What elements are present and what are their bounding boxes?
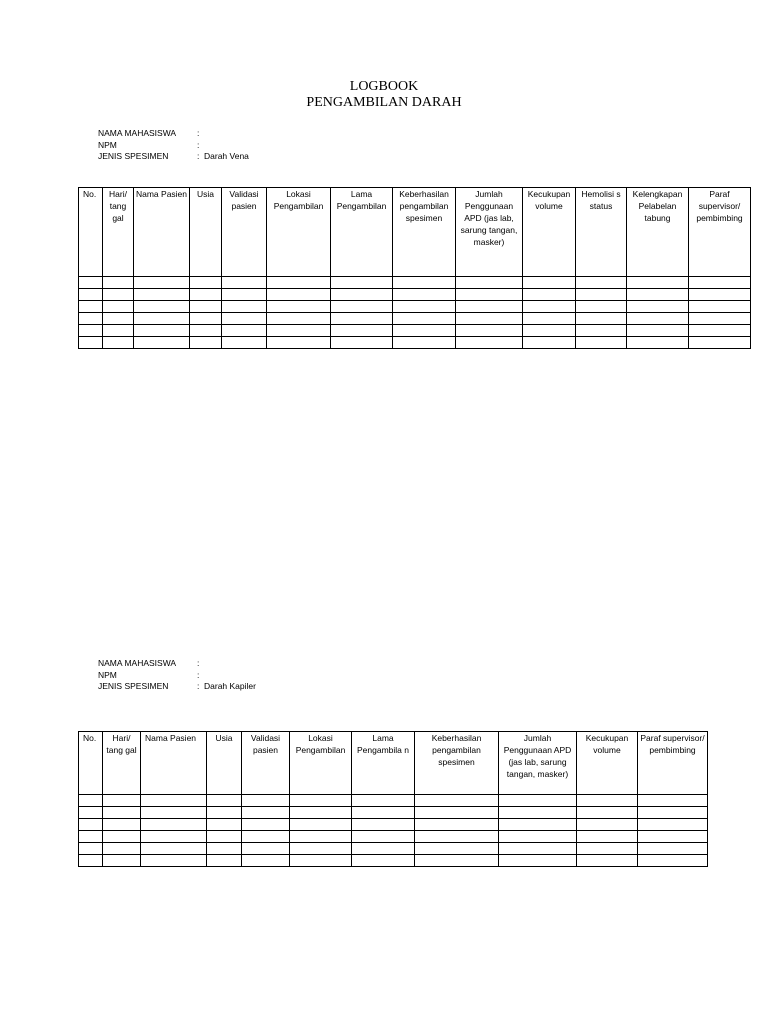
table-cell[interactable] [627,313,689,325]
header-paraf: Paraf supervisor/ pembimbing [689,188,751,277]
table-cell[interactable] [499,855,577,867]
table-cell[interactable] [523,313,576,325]
table-cell[interactable] [576,301,627,313]
table-cell[interactable] [331,289,393,301]
table-row [79,277,751,289]
table-row [79,831,708,843]
table-cell[interactable] [627,277,689,289]
table-cell[interactable] [576,277,627,289]
header-validasi-pasien: Validasi pasien [222,188,267,277]
table-cell[interactable] [415,819,499,831]
table-cell[interactable] [499,819,577,831]
table-body-vena [79,277,751,349]
table-cell[interactable] [290,807,352,819]
table-cell[interactable] [415,807,499,819]
table-cell[interactable] [689,337,751,349]
table-cell[interactable] [638,819,708,831]
table-cell[interactable] [79,855,103,867]
header-keberhasilan: Keberhasilan pengambilan spesimen [393,188,456,277]
table-cell[interactable] [190,325,222,337]
table-cell[interactable] [689,289,751,301]
table-cell[interactable] [415,795,499,807]
table-cell[interactable] [103,277,134,289]
table-cell[interactable] [393,313,456,325]
table-cell[interactable] [523,289,576,301]
table-cell[interactable] [689,325,751,337]
document-title [0,79,768,111]
table-cell[interactable] [352,807,415,819]
table-cell[interactable] [79,831,103,843]
header-lokasi-pengambilan: Lokasi Pengambilan [290,732,352,795]
table-cell[interactable] [331,301,393,313]
table-cell[interactable] [456,277,523,289]
table-cell[interactable] [222,337,267,349]
logbook-table-kapiler [78,731,708,867]
header-lama-pengambilan: Lama Pengambila n [352,732,415,795]
table-cell[interactable] [523,337,576,349]
table-cell[interactable] [638,807,708,819]
table-cell[interactable] [79,795,103,807]
table-cell[interactable] [242,831,290,843]
table-row [79,289,751,301]
table-cell[interactable] [103,289,134,301]
header-kelengkapan-pelabelan: Kelengkapan Pelabelan tabung [627,188,689,277]
table-cell[interactable] [393,277,456,289]
table-cell[interactable] [456,337,523,349]
table-cell[interactable] [415,855,499,867]
header-jumlah-apd: Jumlah Penggunaan APD (jas lab, sarung tangan, masker) [499,732,577,795]
table-row [79,795,708,807]
info-row-npm: NPM : [98,139,200,150]
table-cell[interactable] [134,301,190,313]
header-nama-pasien: Nama Pasien [141,732,207,795]
table-cell[interactable] [393,325,456,337]
table-cell[interactable] [523,277,576,289]
header-lama-pengambilan: Lama Pengambilan [331,188,393,277]
table-cell[interactable] [267,277,331,289]
label-jenis-spesimen: JENIS SPESIMEN [98,151,169,161]
table-cell[interactable] [267,337,331,349]
header-hari-tanggal: Hari/ tang gal [103,732,141,795]
table-cell[interactable] [523,325,576,337]
table-cell[interactable] [207,831,242,843]
table-cell[interactable] [577,807,638,819]
table-cell[interactable] [627,337,689,349]
header-usia: Usia [207,732,242,795]
table-cell[interactable] [689,277,751,289]
table-cell[interactable] [242,795,290,807]
table-cell[interactable] [523,301,576,313]
table-cell[interactable] [103,795,141,807]
table-cell[interactable] [267,301,331,313]
label-nama-mahasiswa: NAMA MAHASISWA [98,658,177,668]
header-kecukupan-volume: Kecukupan volume [577,732,638,795]
table-cell[interactable] [134,337,190,349]
title-line-2: PENGAMBILAN DARAH [306,95,462,110]
table-cell[interactable] [222,277,267,289]
table-cell[interactable] [79,337,103,349]
table-cell[interactable] [393,337,456,349]
header-hari-tanggal: Hari/ tang gal [103,188,134,277]
table-cell[interactable] [393,301,456,313]
table-cell[interactable] [103,831,141,843]
header-no: No. [79,732,103,795]
label-npm: NPM [98,139,117,150]
header-paraf: Paraf supervisor/ pembimbing [638,732,708,795]
info-row-npm: NPM : [98,669,200,680]
table-row [79,819,708,831]
value-jenis-spesimen: Darah Kapiler [204,681,256,691]
table-cell[interactable] [352,855,415,867]
table-cell[interactable] [134,289,190,301]
table-row [79,843,708,855]
table-cell[interactable] [103,855,141,867]
table-cell[interactable] [103,819,141,831]
table-cell[interactable] [576,313,627,325]
logbook-table-vena [78,187,751,349]
table-cell[interactable] [79,807,103,819]
table-cell[interactable] [207,819,242,831]
table-cell[interactable] [190,313,222,325]
header-no: No. [79,188,103,277]
table-cell[interactable] [393,289,456,301]
table-cell[interactable] [134,325,190,337]
student-info-kapiler [98,658,256,693]
table-cell[interactable] [415,843,499,855]
table-cell[interactable] [290,855,352,867]
table-cell[interactable] [499,843,577,855]
info-row-name: NAMA MAHASISWA : [98,658,200,668]
table-cell[interactable] [456,325,523,337]
table-cell[interactable] [577,795,638,807]
table-cell[interactable] [207,807,242,819]
table-cell[interactable] [576,325,627,337]
label-jenis-spesimen: JENIS SPESIMEN [98,681,169,691]
header-jumlah-apd: Jumlah Penggunaan APD (jas lab, sarung tangan, masker) [456,188,523,277]
title-line-1: LOGBOOK [349,79,419,94]
table-header-row [79,188,751,277]
table-cell[interactable] [207,843,242,855]
table-cell[interactable] [103,325,134,337]
table-cell[interactable] [627,289,689,301]
header-validasi-pasien: Validasi pasien [242,732,290,795]
value-jenis-spesimen: Darah Vena [204,151,249,161]
info-row-jenis: JENIS SPESIMEN : Darah Kapiler [98,681,256,691]
table-cell[interactable] [331,337,393,349]
table-cell[interactable] [79,313,103,325]
table-cell[interactable] [267,313,331,325]
table-cell[interactable] [638,831,708,843]
table-cell[interactable] [222,289,267,301]
table-cell[interactable] [190,337,222,349]
header-lokasi-pengambilan: Lokasi Pengambilan [267,188,331,277]
table-cell[interactable] [352,831,415,843]
table-cell[interactable] [638,795,708,807]
label-nama-mahasiswa: NAMA MAHASISWA [98,128,177,138]
table-cell[interactable] [577,831,638,843]
table-body-kapiler [79,795,708,867]
header-nama-pasien: Nama Pasien [134,188,190,277]
header-hemolisis-status: Hemolisi s status [576,188,627,277]
table-cell[interactable] [638,843,708,855]
header-keberhasilan: Keberhasilan pengambilan spesimen [415,732,499,795]
table-cell[interactable] [141,795,207,807]
table-cell[interactable] [577,843,638,855]
table-cell[interactable] [331,277,393,289]
table-cell[interactable] [190,289,222,301]
table-cell[interactable] [352,795,415,807]
table-cell[interactable] [331,325,393,337]
table-cell[interactable] [242,819,290,831]
table-cell[interactable] [689,313,751,325]
table-row [79,313,751,325]
table-row [79,337,751,349]
table-cell[interactable] [415,831,499,843]
table-cell[interactable] [222,301,267,313]
table-cell[interactable] [638,855,708,867]
header-kecukupan-volume: Kecukupan volume [523,188,576,277]
table-cell[interactable] [331,313,393,325]
table-cell[interactable] [103,807,141,819]
table-cell[interactable] [141,807,207,819]
table-cell[interactable] [267,325,331,337]
table-cell[interactable] [290,843,352,855]
table-cell[interactable] [499,807,577,819]
table-cell[interactable] [456,301,523,313]
table-cell[interactable] [141,831,207,843]
table-cell[interactable] [627,301,689,313]
table-cell[interactable] [134,277,190,289]
table-cell[interactable] [79,277,103,289]
table-cell[interactable] [242,843,290,855]
table-cell[interactable] [352,819,415,831]
table-row [79,301,751,313]
table-cell[interactable] [456,289,523,301]
table-cell[interactable] [190,277,222,289]
table-cell[interactable] [499,795,577,807]
table-cell[interactable] [134,313,190,325]
table-cell[interactable] [190,301,222,313]
table-cell[interactable] [141,843,207,855]
table-cell[interactable] [577,855,638,867]
info-row-jenis: JENIS SPESIMEN : Darah Vena [98,151,249,161]
table-cell[interactable] [222,313,267,325]
table-cell[interactable] [576,337,627,349]
table-header-row [79,732,708,795]
table-cell[interactable] [456,313,523,325]
table-cell[interactable] [79,843,103,855]
table-cell[interactable] [577,819,638,831]
table-cell[interactable] [290,795,352,807]
table-cell[interactable] [79,819,103,831]
label-npm: NPM [98,669,117,680]
table-cell[interactable] [79,325,103,337]
table-cell[interactable] [352,843,415,855]
table-cell[interactable] [79,301,103,313]
table-cell[interactable] [290,819,352,831]
table-cell[interactable] [242,807,290,819]
table-cell[interactable] [79,289,103,301]
table-row [79,807,708,819]
table-cell[interactable] [242,855,290,867]
table-cell[interactable] [207,855,242,867]
table-cell[interactable] [207,795,242,807]
student-info-vena [98,128,249,163]
table-cell[interactable] [689,301,751,313]
table-cell[interactable] [290,831,352,843]
table-cell[interactable] [103,301,134,313]
info-row-name: NAMA MAHASISWA : [98,128,200,138]
table-cell[interactable] [627,325,689,337]
table-cell[interactable] [141,819,207,831]
table-cell[interactable] [499,831,577,843]
table-cell[interactable] [141,855,207,867]
table-cell[interactable] [222,325,267,337]
table-cell[interactable] [576,289,627,301]
table-cell[interactable] [103,843,141,855]
table-row [79,855,708,867]
table-row [79,325,751,337]
table-cell[interactable] [103,337,134,349]
table-cell[interactable] [103,313,134,325]
table-cell[interactable] [267,289,331,301]
header-usia: Usia [190,188,222,277]
